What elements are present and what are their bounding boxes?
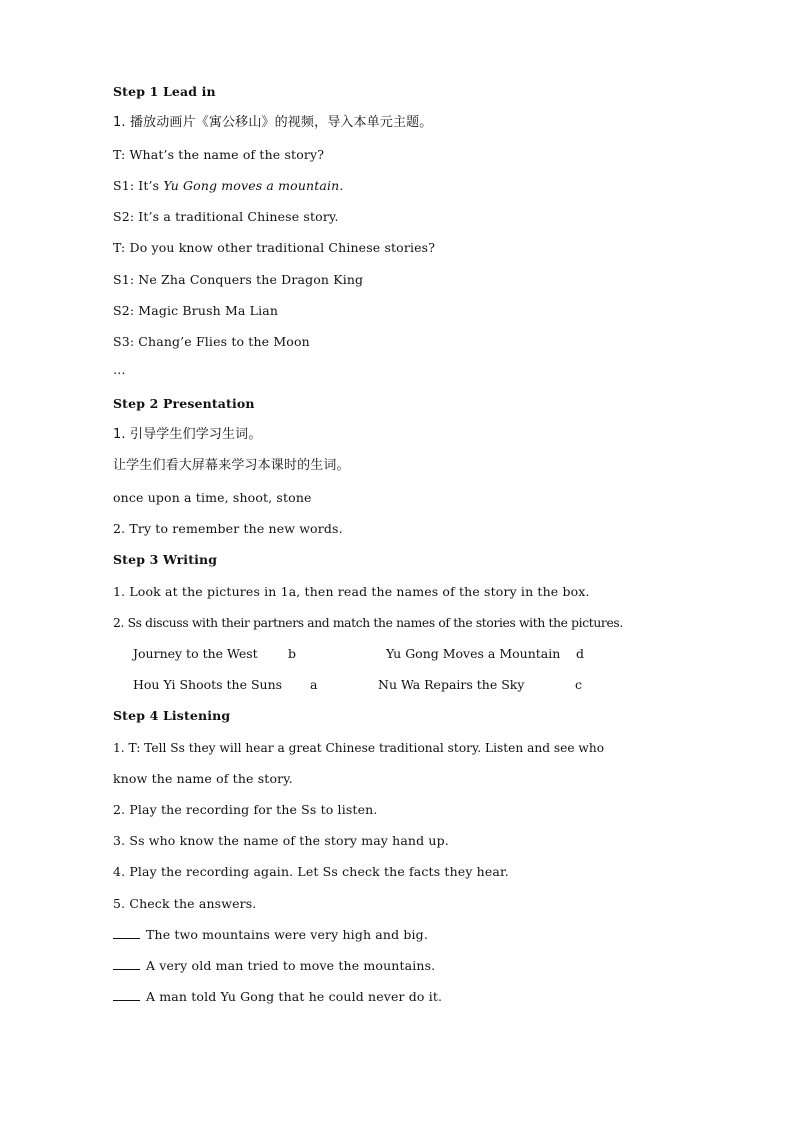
step4-item-1b: know the name of the story. xyxy=(113,771,293,786)
match-r2-letter1: a xyxy=(310,677,318,692)
step1-item-1: 1. 播放动画片《寓公移山》的视频，导入本单元主题。 xyxy=(113,115,433,130)
match-r2-name1: Hou Yi Shoots the Suns xyxy=(133,677,283,692)
check-line-1 xyxy=(113,927,428,943)
step2-item-2: 2. Try to remember the new words. xyxy=(113,521,343,536)
story-title-italic: Yu Gong moves a mountain. xyxy=(163,178,344,193)
match-r2-name2: Nu Wa Repairs the Sky xyxy=(378,677,525,692)
step1-heading: Step 1 Lead in xyxy=(113,84,216,99)
step2-heading: Step 2 Presentation xyxy=(113,396,255,411)
step3-heading: Step 3 Writing xyxy=(113,552,218,567)
check-text-1: The two mountains were very high and big. xyxy=(146,927,428,942)
answer-blank[interactable] xyxy=(113,958,140,970)
check-text-3: A man told Yu Gong that he could never do it. xyxy=(146,989,443,1004)
step2-item-1b: 让学生们看大屏幕来学习本课时的生词。 xyxy=(113,458,350,473)
dialog-line-2 xyxy=(113,178,343,194)
check-line-2 xyxy=(113,958,435,974)
step4-item-3: 3. Ss who know the name of the story may hand up. xyxy=(113,833,449,848)
check-text-2: A very old man tried to move the mountains. xyxy=(146,958,436,973)
dialog-line-3: S2: It’s a traditional Chinese story. xyxy=(113,209,339,224)
dialog-line-4: T: Do you know other traditional Chinese stories? xyxy=(113,240,436,255)
dialog-line-5: S1: Ne Zha Conquers the Dragon King xyxy=(113,272,364,287)
answer-blank[interactable] xyxy=(113,927,140,939)
match-r1-name2: Yu Gong Moves a Mountain xyxy=(386,646,561,661)
step4-item-4: 4. Play the recording again. Let Ss check the facts they hear. xyxy=(113,864,509,879)
ellipsis: … xyxy=(113,362,126,377)
dialog-line-2-prefix: S1: It’s xyxy=(113,178,164,193)
match-r1-letter2: d xyxy=(576,646,585,661)
step3-item-2: 2. Ss discuss with their partners and match the names of the stories with the pictures. xyxy=(113,616,623,630)
step4-item-2: 2. Play the recording for the Ss to listen. xyxy=(113,802,378,817)
check-line-3 xyxy=(113,989,442,1005)
step3-item-1: 1. Look at the pictures in 1a, then read the names of the story in the box. xyxy=(113,584,590,599)
match-r1-name1: Journey to the West xyxy=(133,646,258,661)
step2-words: once upon a time, shoot, stone xyxy=(113,490,312,505)
step2-item-1: 1. 引导学生们学习生词。 xyxy=(113,427,262,442)
match-r1-letter1: b xyxy=(288,646,297,661)
dialog-line-7: S3: Chang’e Flies to the Moon xyxy=(113,334,310,349)
dialog-line-1: T: What’s the name of the story? xyxy=(113,147,325,162)
dialog-line-6: S2: Magic Brush Ma Lian xyxy=(113,303,279,318)
match-r2-letter2: c xyxy=(575,677,583,692)
step4-heading: Step 4 Listening xyxy=(113,708,231,723)
answer-blank[interactable] xyxy=(113,989,140,1001)
step4-item-1a: 1. T: Tell Ss they will hear a great Chinese traditional story. Listen and see who xyxy=(113,741,605,755)
step4-item-5: 5. Check the answers. xyxy=(113,896,257,911)
